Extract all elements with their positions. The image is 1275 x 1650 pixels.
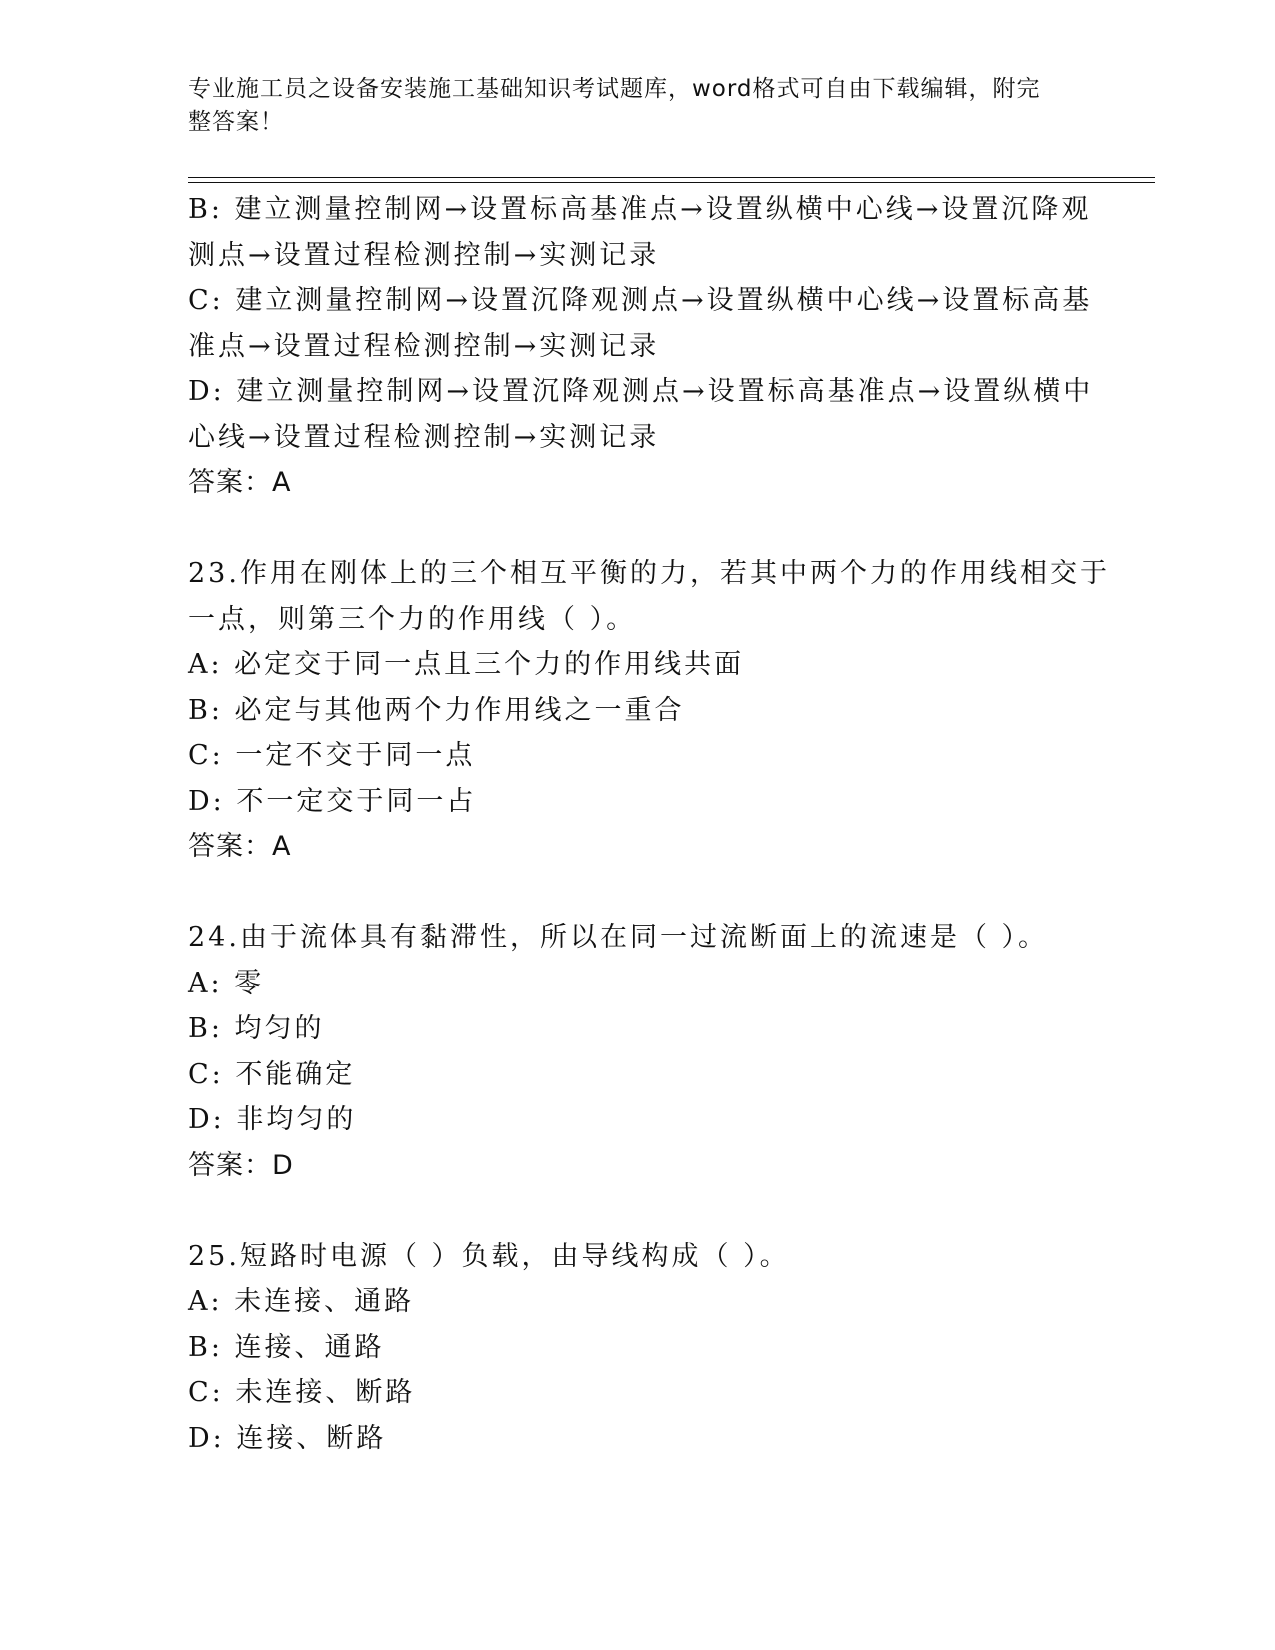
q24-option-c: C: 不能确定 xyxy=(188,1058,356,1090)
q24-stem: 24.由于流体具有黏滞性，所以在同一过流断面上的流速是（ ）。 xyxy=(188,922,1049,953)
q23-stem-line-1: 23.作用在刚体上的三个相互平衡的力，若其中两个力的作用线相交于 xyxy=(188,558,1110,589)
q22-option-b-line-1: B: 建立测量控制网→设置标高基准点→设置纵横中心线→设置沉降观 xyxy=(188,194,1092,225)
question-22-tail xyxy=(188,187,1094,506)
q23-option-c: C: 一定不交于同一点 xyxy=(188,740,476,771)
q25-stem: 25.短路时电源（ ）负载，由导线构成（ ）。 xyxy=(188,1240,790,1272)
q23-option-a: A: 必定交于同一点且三个力的作用线共面 xyxy=(188,649,745,680)
spacer xyxy=(188,506,1088,552)
q24-option-b: B: 均匀的 xyxy=(188,1013,325,1044)
header-line-2: 整答案！ xyxy=(188,109,284,135)
document-header xyxy=(188,73,1068,139)
q22-option-d-line-2: 心线→设置过程检测控制→实测记录 xyxy=(188,421,660,453)
q22-option-c-line-1: C: 建立测量控制网→设置沉降观测点→设置纵横中心线→设置标高基 xyxy=(188,285,1093,316)
question-content xyxy=(188,187,1110,1461)
q23-option-b: B: 必定与其他两个力作用线之一重合 xyxy=(188,694,685,726)
spacer xyxy=(188,870,1088,916)
header-rule-top xyxy=(188,177,1155,178)
header-line-1: 专业施工员之设备安装施工基础知识考试题库，word格式可自由下载编辑，附完 xyxy=(188,76,1041,102)
q23-answer: 答案：A xyxy=(188,831,292,862)
q25-option-b: B: 连接、通路 xyxy=(188,1331,385,1363)
q25-option-a: A: 未连接、通路 xyxy=(188,1286,415,1317)
q24-option-a: A: 零 xyxy=(188,967,265,999)
q25-option-c: C: 未连接、断路 xyxy=(188,1377,416,1408)
q23-option-d: D: 不一定交于同一占 xyxy=(188,785,477,817)
q22-option-c-line-2: 准点→设置过程检测控制→实测记录 xyxy=(188,330,660,362)
q23-stem-line-2: 一点，则第三个力的作用线（ ）。 xyxy=(188,603,637,635)
question-23 xyxy=(188,551,1110,870)
q24-answer: 答案：D xyxy=(188,1149,294,1181)
q25-option-d: D: 连接、断路 xyxy=(188,1422,387,1454)
q24-option-d: D: 非均匀的 xyxy=(188,1104,357,1135)
question-25 xyxy=(188,1234,1088,1462)
question-24 xyxy=(188,915,1088,1188)
q22-option-b-line-2: 测点→设置过程检测控制→实测记录 xyxy=(188,239,660,271)
q22-answer: 答案：A xyxy=(188,467,292,498)
spacer xyxy=(188,1188,1088,1234)
header-rule-bottom xyxy=(188,182,1155,183)
q22-option-d-line-1: D: 建立测量控制网→设置沉降观测点→设置标高基准点→设置纵横中 xyxy=(188,376,1094,407)
